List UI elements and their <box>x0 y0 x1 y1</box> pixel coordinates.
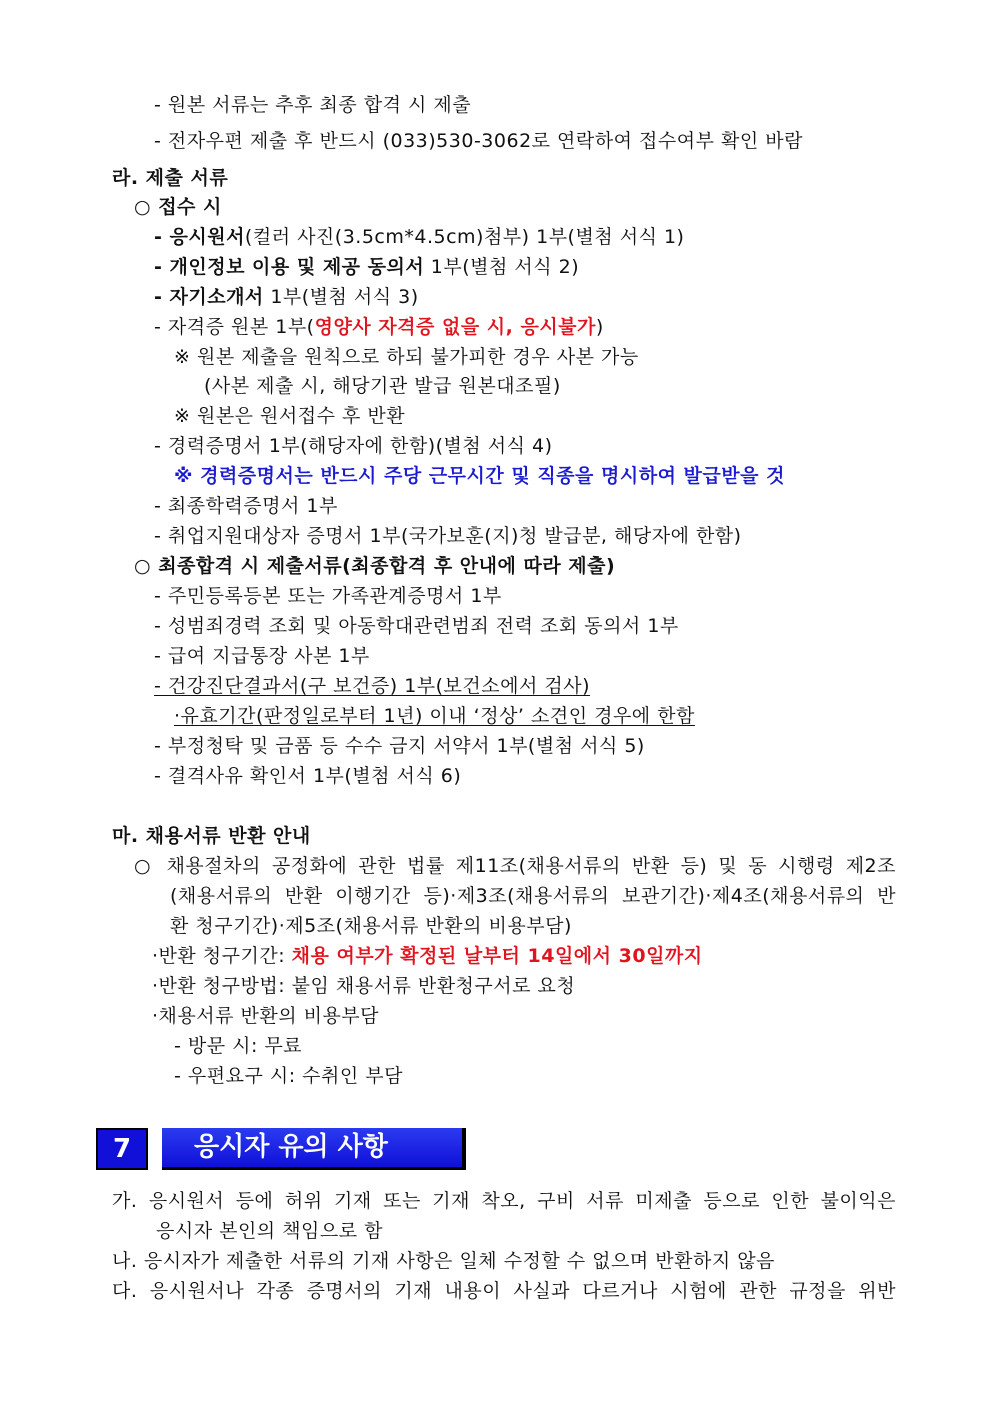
law-line-3: 환 청구기간)·제5조(채용서류 반환의 비용부담) <box>170 915 572 937</box>
item-bank-account: - 급여 지급통장 사본 1부 <box>154 645 370 667</box>
item-license: - 자격증 원본 1부(영양사 자격증 없을 시, 응시불가) <box>154 316 604 338</box>
item-education: - 최종학력증명서 1부 <box>154 495 338 517</box>
item-health-check: - 건강진단결과서(구 보건증) 1부(보건소에서 검사) <box>154 675 590 697</box>
item-self-intro: - 자기소개서 1부(별첨 서식 3) <box>154 286 419 308</box>
cost-visit: - 방문 시: 무료 <box>174 1035 303 1057</box>
return-cost: ·채용서류 반환의 비용부담 <box>152 1005 380 1027</box>
original-docs-note: - 원본 서류는 추후 최종 합격 시 제출 <box>154 94 472 116</box>
notice-ga-line-1: 가. 응시원서 등에 허위 기재 또는 기재 착오, 구비 서류 미제출 등으로 인한 불이익은 <box>112 1190 896 1212</box>
return-method: ·반환 청구방법: 붙임 채용서류 반환청구서로 요청 <box>152 975 576 997</box>
item-pledge: - 부정청탁 및 금품 등 수수 금지 서약서 1부(별첨 서식 5) <box>154 735 645 757</box>
subheading-final: ○ 최종합격 시 제출서류(최종합격 후 안내에 따라 제출) <box>134 555 616 577</box>
return-period: ·반환 청구기간: 채용 여부가 확정된 날부터 14일에서 30일까지 <box>152 945 703 967</box>
cost-post: - 우편요구 시: 수취인 부담 <box>174 1065 403 1087</box>
item-resident-register: - 주민등록등본 또는 가족관계증명서 1부 <box>154 585 502 607</box>
heading-ra: 라. 제출 서류 <box>112 167 229 189</box>
item-application-form: - 응시원서(컬러 사진(3.5cm*4.5cm)첨부) 1부(별첨 서식 1) <box>154 226 685 248</box>
item-support-certificate: - 취업지원대상자 증명서 1부(국가보훈(지)청 발급분, 해당자에 한함) <box>154 525 742 547</box>
license-note-2: ※ 원본은 원서접수 후 반환 <box>174 405 406 427</box>
career-note: ※ 경력증명서는 반드시 주당 근무시간 및 직종을 명시하여 발급받을 것 <box>174 465 785 487</box>
email-contact-note: - 전자우편 제출 후 반드시 (033)530-3062로 연락하여 접수여부 확인 바람 <box>154 130 803 152</box>
notice-ga-line-2: 응시자 본인의 책임으로 함 <box>156 1220 384 1242</box>
heading-ma: 마. 채용서류 반환 안내 <box>112 825 311 847</box>
section-number-badge: 7 <box>96 1128 148 1170</box>
item-disqualification: - 결격사유 확인서 1부(별첨 서식 6) <box>154 765 462 787</box>
license-note-1: ※ 원본 제출을 원칙으로 하되 불가피한 경우 사본 가능 <box>174 346 639 368</box>
notice-da: 다. 응시원서나 각종 증명서의 기재 내용이 사실과 다르거나 시험에 관한 규정을 위반 <box>112 1280 896 1302</box>
health-check-note: ·유효기간(판정일로부터 1년) 이내 ‘정상’ 소견인 경우에 한함 <box>174 705 695 727</box>
item-privacy-consent: - 개인정보 이용 및 제공 동의서 1부(별첨 서식 2) <box>154 256 580 278</box>
item-crime-check: - 성범죄경력 조회 및 아동학대관련범죄 전력 조회 동의서 1부 <box>154 615 679 637</box>
subheading-apply: ○ 접수 시 <box>134 196 222 218</box>
law-line-2: (채용서류의 반환 이행기간 등)·제3조(채용서류의 보관기간)·제4조(채용서류의 반 <box>170 885 896 907</box>
notice-na: 나. 응시자가 제출한 서류의 기재 사항은 일체 수정할 수 없으며 반환하지 않음 <box>112 1250 775 1272</box>
license-note-1b: (사본 제출 시, 해당기관 발급 원본대조필) <box>204 375 561 397</box>
section-title-banner: 응시자 유의 사항 <box>162 1128 466 1170</box>
law-line-1: ○ 채용절차의 공정화에 관한 법률 제11조(채용서류의 반환 등) 및 동 시행령 제2조 <box>134 855 896 877</box>
item-career: - 경력증명서 1부(해당자에 한함)(별첨 서식 4) <box>154 435 553 457</box>
